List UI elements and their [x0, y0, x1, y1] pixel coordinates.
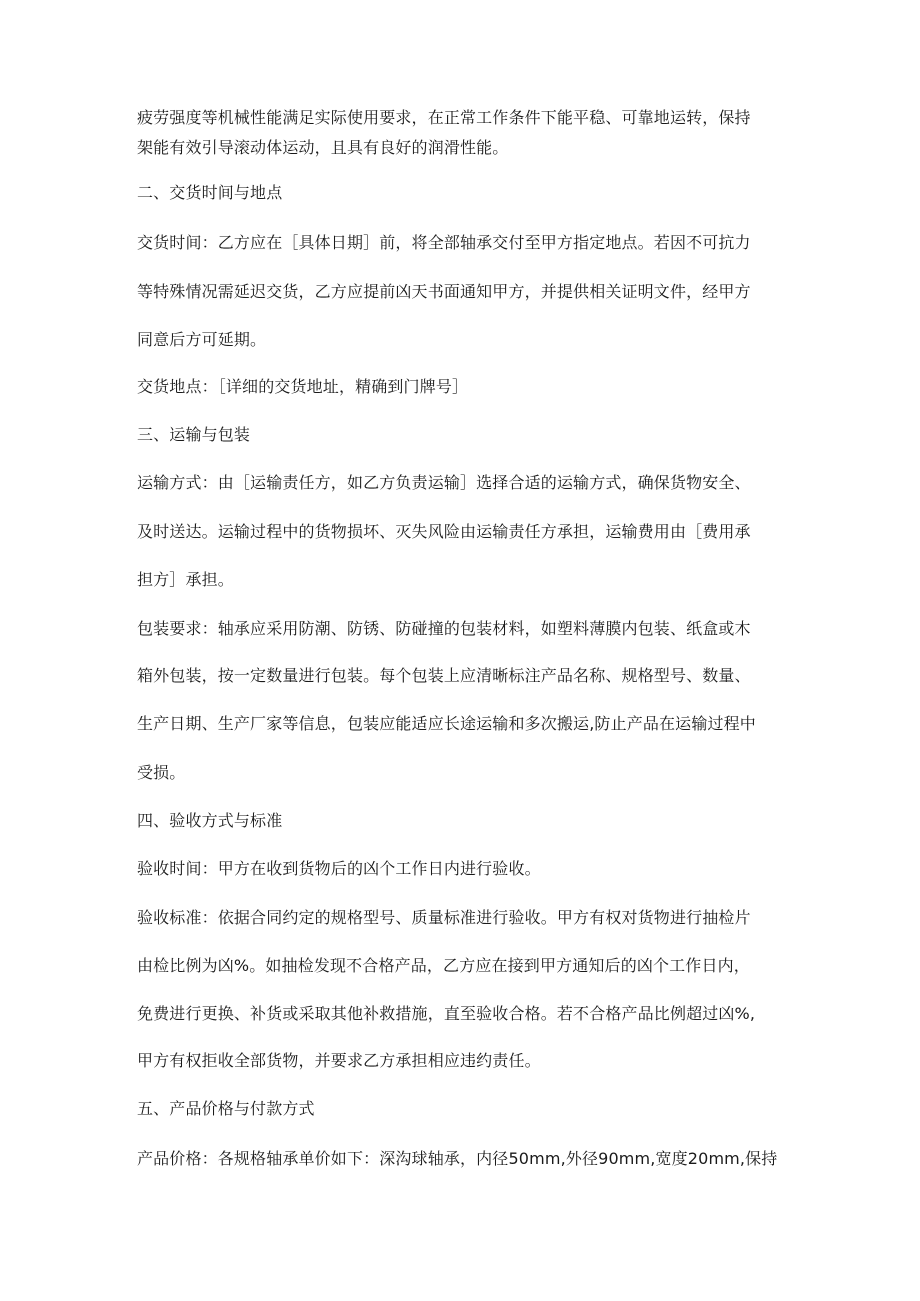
section-heading: 二、交货时间与地点	[137, 183, 283, 202]
paragraph-line: 生产日期、生产厂家等信息，包装应能适应长途运输和多次搬运,防止产品在运输过程中	[137, 714, 756, 733]
paragraph-line: 同意后方可延期。	[137, 330, 267, 349]
paragraph-line: 甲方有权拒收全部货物，并要求乙方承担相应违约责任。	[137, 1051, 541, 1070]
paragraph-line: 箱外包装，按一定数量进行包装。每个包装上应清晰标注产品名称、规格型号、数量、	[137, 666, 751, 685]
paragraph-line: 验收时间：甲方在收到货物后的凶个工作日内进行验收。	[137, 859, 541, 878]
paragraph-line: 交货地点：［详细的交货地址，精确到门牌号］	[137, 377, 469, 396]
paragraph-line: 及时送达。运输过程中的货物损坏、灭失风险由运输责任方承担，运输费用由［费用承	[137, 522, 751, 541]
section-heading: 三、运输与包装	[137, 425, 251, 444]
paragraph-line: 运输方式：由［运输责任方，如乙方负责运输］选择合适的运输方式，确保货物安全、	[137, 473, 751, 492]
paragraph-line: 担方］承担。	[137, 570, 234, 589]
paragraph-line: 包装要求：轴承应采用防潮、防锈、防碰撞的包装材料，如塑料薄膜内包装、纸盒或木	[137, 619, 751, 638]
paragraph-line: 疲劳强度等机械性能满足实际使用要求，在正常工作条件下能平稳、可靠地运转，保持	[137, 108, 751, 127]
paragraph-line: 架能有效引导滚动体运动，且具有良好的润滑性能。	[137, 138, 509, 157]
paragraph-line: 产品价格：各规格轴承单价如下：深沟球轴承，内径50mm,外径90mm,宽度20mm,保持	[137, 1149, 778, 1168]
paragraph-line: 受损。	[137, 763, 186, 782]
paragraph-line: 交货时间：乙方应在［具体日期］前，将全部轴承交付至甲方指定地点。若因不可抗力	[137, 233, 751, 252]
paragraph-line: 验收标准：依据合同约定的规格型号、质量标准进行验收。甲方有权对货物进行抽检片	[137, 908, 751, 927]
paragraph-line: 由检比例为凶%。如抽检发现不合格产品，乙方应在接到甲方通知后的凶个工作日内，	[137, 956, 750, 975]
section-heading: 五、产品价格与付款方式	[137, 1099, 315, 1118]
paragraph-line: 等特殊情况需延迟交货，乙方应提前凶天书面通知甲方，并提供相关证明文件，经甲方	[137, 282, 751, 301]
paragraph-line: 免费进行更换、补货或采取其他补救措施，直至验收合格。若不合格产品比例超过凶%,	[137, 1004, 756, 1023]
section-heading: 四、验收方式与标准	[137, 811, 283, 830]
